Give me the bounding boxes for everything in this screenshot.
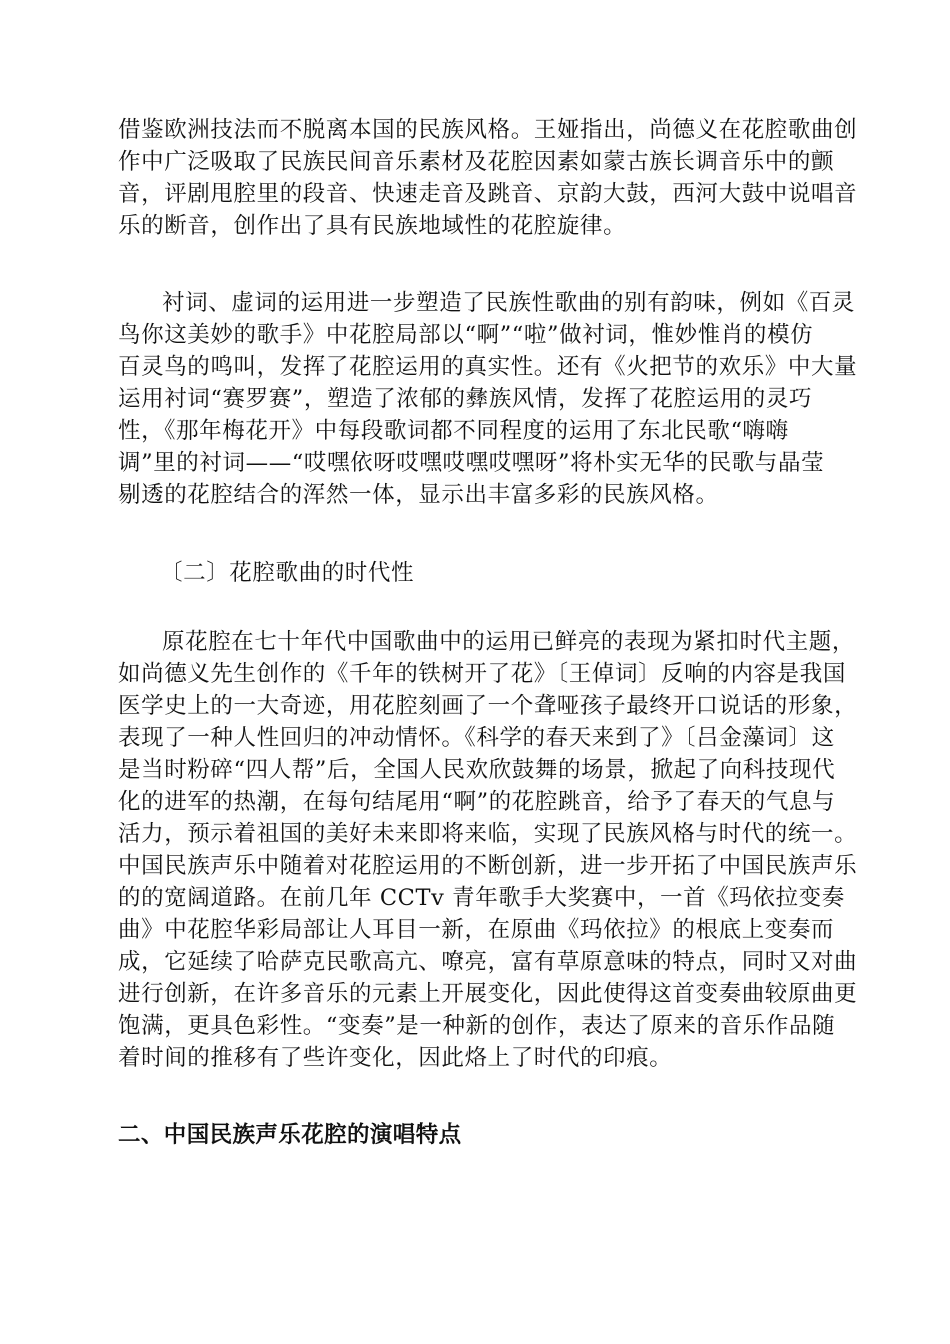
text-line: 中国民族声乐中随着对花腔运用的不断创新，进一步开拓了中国民族声乐	[118, 853, 858, 879]
text-line: 鸟你这美妙的歌手》中花腔局部以“啊”“啦”做衬词，惟妙惟肖的模仿	[118, 322, 814, 348]
text-line: 医学史上的一大奇迹，用花腔刻画了一个聋哑孩子最终开口说话的形象，	[118, 693, 858, 719]
text-line: 衬词、虚词的运用进一步塑造了民族性歌曲的别有韵味，例如《百灵	[162, 290, 856, 316]
text-line: 作中广泛吸取了民族民间音乐素材及花腔因素如蒙古族长调音乐中的颤	[118, 149, 835, 175]
text-line: 原花腔在七十年代中国歌曲中的运用已鲜亮的表现为紧扣时代主题，	[162, 629, 856, 655]
text-line: 如尚德义先生创作的《千年的铁树开了花》〔王倬词〕反响的内容是我国	[118, 661, 846, 687]
text-line: 表现了一种人性回归的冲动情怀。《科学的春天来到了》〔吕金藻词〕这	[118, 725, 835, 751]
subheading: 〔二〕花腔歌曲的时代性	[160, 560, 415, 586]
text-line: 饱满，更具色彩性。“变奏”是一种新的创作，表达了原来的音乐作品随	[118, 1013, 836, 1039]
text-line: 着时间的推移有了些许变化，因此烙上了时代的印痕。	[118, 1045, 673, 1071]
text-line: 进行创新，在许多音乐的元素上开展变化，因此使得这首变奏曲较原曲更	[118, 981, 858, 1007]
text-line: 借鉴欧洲技法而不脱离本国的民族风格。王娅指出，尚德义在花腔歌曲创	[118, 117, 858, 143]
text-line: 乐的断音，创作出了具有民族地域性的花腔旋律。	[118, 213, 627, 239]
text-line: 成，它延续了哈萨克民歌高亢、嘹亮，富有草原意味的特点，同时又对曲	[118, 949, 858, 975]
text-line: 剔透的花腔结合的浑然一体，显示出丰富多彩的民族风格。	[118, 482, 719, 508]
text-line: 活力，预示着祖国的美好未来即将来临，实现了民族风格与时代的统一。	[118, 821, 858, 847]
section-heading: 二、中国民族声乐花腔的演唱特点	[118, 1122, 462, 1148]
text-line: 化的进军的热潮，在每句结尾用“啊”的花腔跳音，给予了春天的气息与	[118, 789, 836, 815]
text-line: 调”里的衬词——“哎嘿依呀哎嘿哎嘿哎嘿呀”将朴实无华的民歌与晶莹	[118, 450, 825, 476]
text-line: 曲》中花腔华彩局部让人耳目一新，在原曲《玛依拉》的根底上变奏而	[118, 917, 835, 943]
text-line: 性，《那年梅花开》中每段歌词都不同程度的运用了东北民歌“嗨嗨	[118, 418, 789, 444]
text-line: 音，评剧甩腔里的段音、快速走音及跳音、京韵大鼓，西河大鼓中说唱音	[118, 181, 858, 207]
text-line: 是当时粉碎“四人帮”后，全国人民欢欣鼓舞的场景，掀起了向科技现代	[118, 757, 836, 783]
text-line: 的的宽阔道路。在前几年 CCTv 青年歌手大奖赛中，一首《玛依拉变奏	[118, 885, 845, 911]
text-line: 运用衬词“赛罗赛”，塑造了浓郁的彝族风情，发挥了花腔运用的灵巧	[118, 386, 813, 412]
text-line: 百灵鸟的鸣叫，发挥了花腔运用的真实性。还有《火把节的欢乐》中大量	[118, 354, 858, 380]
